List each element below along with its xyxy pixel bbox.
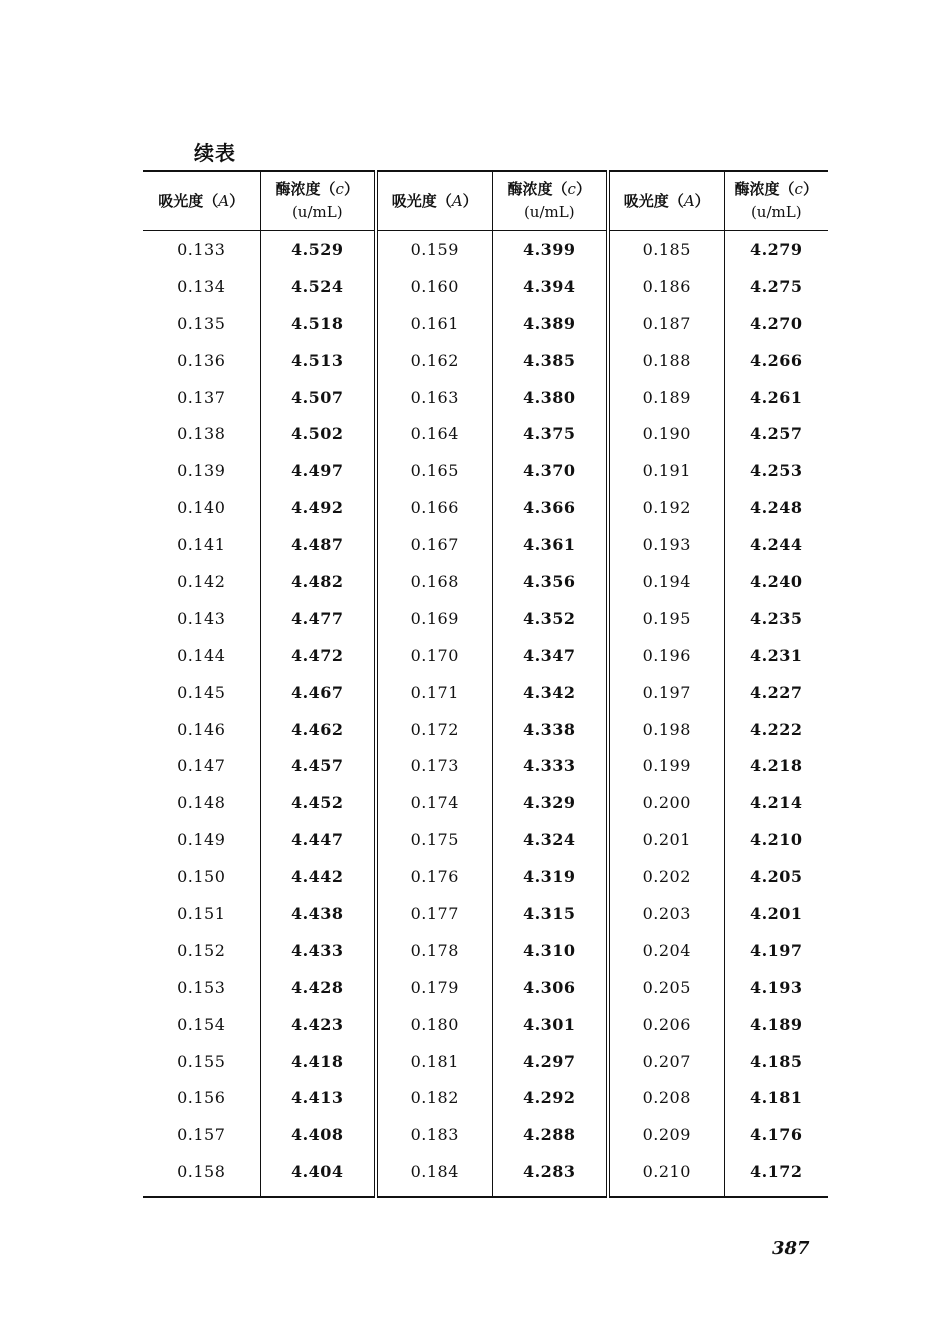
cell-concentration: 4.342	[492, 674, 608, 711]
cell-concentration: 4.333	[492, 747, 608, 784]
cell-absorbance: 0.138	[143, 415, 260, 452]
cell-absorbance: 0.191	[608, 452, 724, 489]
cell-absorbance: 0.144	[143, 637, 260, 674]
cell-absorbance: 0.149	[143, 821, 260, 858]
cell-absorbance: 0.165	[376, 452, 492, 489]
cell-concentration: 4.366	[492, 489, 608, 526]
table-row	[143, 563, 828, 600]
cell-absorbance: 0.163	[376, 379, 492, 416]
cell-absorbance: 0.153	[143, 969, 260, 1006]
header-row	[143, 171, 828, 231]
cell-absorbance: 0.140	[143, 489, 260, 526]
table-caption: 续表	[194, 141, 236, 165]
cell-concentration: 4.394	[492, 268, 608, 305]
cell-concentration: 4.205	[749, 867, 803, 887]
cell-concentration: 4.176	[749, 1125, 803, 1145]
cell-concentration: 4.442	[260, 858, 376, 895]
cell-absorbance: 0.203	[608, 895, 724, 932]
header-absorbance-label: 吸光度	[158, 191, 204, 210]
cell-absorbance: 0.186	[608, 268, 724, 305]
cell-concentration: 4.261	[749, 387, 803, 407]
cell-concentration: 4.253	[749, 461, 803, 481]
cell-concentration: 4.319	[492, 858, 608, 895]
table-row	[143, 415, 828, 452]
cell-absorbance: 0.151	[143, 895, 260, 932]
header-concentration-symbol: c	[567, 180, 576, 198]
cell-concentration: 4.356	[492, 563, 608, 600]
cell-absorbance: 0.194	[608, 563, 724, 600]
cell-concentration: 4.513	[260, 342, 376, 379]
cell-concentration: 4.324	[492, 821, 608, 858]
header-concentration-label: 酶浓度	[507, 180, 553, 198]
table-row	[143, 932, 828, 969]
cell-concentration: 4.418	[260, 1043, 376, 1080]
cell-concentration: 4.185	[749, 1051, 803, 1071]
cell-concentration: 4.438	[260, 895, 376, 932]
cell-concentration: 4.189	[749, 1014, 803, 1034]
header-concentration-label: 酶浓度	[734, 180, 780, 198]
cell-concentration: 4.413	[260, 1079, 376, 1116]
header-concentration: 酶浓度（c） (u/mL)	[260, 171, 376, 231]
cell-concentration: 4.462	[260, 711, 376, 748]
cell-concentration: 4.231	[749, 645, 803, 665]
cell-absorbance: 0.202	[608, 858, 724, 895]
cell-absorbance: 0.174	[376, 784, 492, 821]
cell-concentration: 4.283	[492, 1153, 608, 1197]
cell-concentration: 4.193	[749, 977, 803, 997]
header-concentration-symbol: c	[794, 180, 803, 198]
cell-absorbance: 0.177	[376, 895, 492, 932]
cell-absorbance: 0.207	[608, 1043, 724, 1080]
cell-concentration: 4.235	[749, 608, 803, 628]
cell-concentration: 4.275	[749, 276, 803, 296]
header-concentration-label: 酶浓度	[275, 180, 321, 198]
cell-concentration: 4.181	[749, 1088, 803, 1108]
cell-concentration: 4.210	[749, 830, 803, 850]
cell-concentration: 4.244	[749, 535, 803, 555]
cell-absorbance: 0.160	[376, 268, 492, 305]
cell-concentration: 4.467	[260, 674, 376, 711]
cell-absorbance: 0.148	[143, 784, 260, 821]
cell-concentration: 4.257	[749, 424, 803, 444]
cell-absorbance: 0.172	[376, 711, 492, 748]
table-row	[143, 674, 828, 711]
cell-concentration: 4.227	[749, 682, 803, 702]
cell-absorbance: 0.168	[376, 563, 492, 600]
cell-absorbance: 0.171	[376, 674, 492, 711]
table-row	[143, 1043, 828, 1080]
cell-concentration: 4.428	[260, 969, 376, 1006]
cell-absorbance: 0.192	[608, 489, 724, 526]
cell-concentration: 4.310	[492, 932, 608, 969]
cell-concentration: 4.375	[492, 415, 608, 452]
header-absorbance-symbol: A	[683, 191, 695, 210]
cell-concentration: 4.370	[492, 452, 608, 489]
header-concentration-unit: (u/mL)	[523, 203, 575, 221]
cell-concentration: 4.270	[749, 313, 803, 333]
cell-concentration: 4.297	[492, 1043, 608, 1080]
cell-concentration: 4.507	[260, 379, 376, 416]
cell-absorbance: 0.147	[143, 747, 260, 784]
cell-absorbance: 0.176	[376, 858, 492, 895]
cell-absorbance: 0.159	[376, 231, 492, 268]
cell-concentration: 4.214	[749, 793, 803, 813]
cell-concentration: 4.201	[749, 903, 803, 923]
absorbance-concentration-table	[143, 170, 828, 1198]
cell-concentration: 4.529	[260, 231, 376, 268]
cell-absorbance: 0.141	[143, 526, 260, 563]
header-absorbance: 吸光度（A）	[608, 171, 724, 231]
cell-concentration: 4.352	[492, 600, 608, 637]
cell-concentration: 4.240	[749, 571, 803, 591]
cell-absorbance: 0.143	[143, 600, 260, 637]
cell-concentration: 4.399	[492, 231, 608, 268]
cell-absorbance: 0.167	[376, 526, 492, 563]
cell-concentration: 4.452	[260, 784, 376, 821]
table-row	[143, 711, 828, 748]
cell-concentration: 4.329	[492, 784, 608, 821]
cell-absorbance: 0.170	[376, 637, 492, 674]
cell-absorbance: 0.161	[376, 305, 492, 342]
header-concentration: 酶浓度（c） (u/mL)	[492, 171, 608, 231]
cell-concentration: 4.487	[260, 526, 376, 563]
cell-concentration: 4.315	[492, 895, 608, 932]
cell-absorbance: 0.166	[376, 489, 492, 526]
cell-concentration: 4.347	[492, 637, 608, 674]
cell-absorbance: 0.196	[608, 637, 724, 674]
cell-absorbance: 0.205	[608, 969, 724, 1006]
header-absorbance-label: 吸光度	[623, 191, 669, 210]
table-row	[143, 637, 828, 674]
cell-concentration: 4.482	[260, 563, 376, 600]
cell-absorbance: 0.169	[376, 600, 492, 637]
table-row	[143, 342, 828, 379]
cell-concentration: 4.248	[749, 498, 803, 518]
cell-concentration: 4.408	[260, 1116, 376, 1153]
cell-absorbance: 0.154	[143, 1006, 260, 1043]
cell-absorbance: 0.137	[143, 379, 260, 416]
table-row	[143, 1006, 828, 1043]
table-row	[143, 1153, 828, 1197]
cell-absorbance: 0.200	[608, 784, 724, 821]
cell-concentration: 4.218	[749, 756, 803, 776]
cell-absorbance: 0.206	[608, 1006, 724, 1043]
header-concentration: 酶浓度（c） (u/mL)	[724, 171, 828, 231]
table-row	[143, 858, 828, 895]
cell-concentration: 4.172	[724, 1153, 828, 1197]
cell-concentration: 4.518	[260, 305, 376, 342]
cell-absorbance: 0.183	[376, 1116, 492, 1153]
cell-concentration: 4.447	[260, 821, 376, 858]
header-absorbance: 吸光度（A）	[143, 171, 260, 231]
cell-concentration: 4.197	[749, 940, 803, 960]
cell-concentration: 4.389	[492, 305, 608, 342]
cell-concentration: 4.385	[492, 342, 608, 379]
cell-absorbance: 0.145	[143, 674, 260, 711]
cell-concentration: 4.338	[492, 711, 608, 748]
cell-absorbance: 0.164	[376, 415, 492, 452]
header-absorbance: 吸光度（A）	[376, 171, 492, 231]
cell-absorbance: 0.181	[376, 1043, 492, 1080]
cell-absorbance: 0.197	[608, 674, 724, 711]
cell-concentration: 4.288	[492, 1116, 608, 1153]
cell-absorbance: 0.185	[608, 231, 724, 268]
cell-absorbance: 0.156	[143, 1079, 260, 1116]
table-row	[143, 1116, 828, 1153]
header-absorbance-symbol: A	[451, 191, 463, 210]
cell-absorbance: 0.175	[376, 821, 492, 858]
cell-absorbance: 0.198	[608, 711, 724, 748]
table-row	[143, 895, 828, 932]
cell-concentration: 4.222	[749, 719, 803, 739]
cell-absorbance: 0.201	[608, 821, 724, 858]
table-row	[143, 969, 828, 1006]
cell-concentration: 4.279	[749, 239, 803, 259]
cell-absorbance: 0.195	[608, 600, 724, 637]
table-body	[143, 231, 828, 1198]
cell-concentration: 4.292	[492, 1079, 608, 1116]
cell-concentration: 4.433	[260, 932, 376, 969]
table-row	[143, 784, 828, 821]
cell-absorbance: 0.162	[376, 342, 492, 379]
table-row	[143, 821, 828, 858]
page-number: 387	[772, 1238, 810, 1259]
table-row	[143, 526, 828, 563]
cell-absorbance: 0.208	[608, 1079, 724, 1116]
cell-concentration: 4.423	[260, 1006, 376, 1043]
cell-concentration: 4.361	[492, 526, 608, 563]
cell-absorbance: 0.210	[608, 1153, 724, 1197]
cell-concentration: 4.306	[492, 969, 608, 1006]
cell-absorbance: 0.150	[143, 858, 260, 895]
header-absorbance-symbol: A	[218, 191, 230, 210]
cell-absorbance: 0.193	[608, 526, 724, 563]
cell-absorbance: 0.189	[608, 379, 724, 416]
cell-absorbance: 0.155	[143, 1043, 260, 1080]
cell-concentration: 4.497	[260, 452, 376, 489]
cell-concentration: 4.472	[260, 637, 376, 674]
cell-absorbance: 0.180	[376, 1006, 492, 1043]
cell-absorbance: 0.146	[143, 711, 260, 748]
cell-absorbance: 0.142	[143, 563, 260, 600]
table-container	[143, 170, 828, 1198]
cell-absorbance: 0.135	[143, 305, 260, 342]
cell-absorbance: 0.190	[608, 415, 724, 452]
table-row	[143, 268, 828, 305]
cell-concentration: 4.502	[260, 415, 376, 452]
cell-absorbance: 0.158	[143, 1153, 260, 1197]
table-row	[143, 747, 828, 784]
cell-absorbance: 0.179	[376, 969, 492, 1006]
cell-absorbance: 0.157	[143, 1116, 260, 1153]
cell-concentration: 4.404	[260, 1153, 376, 1197]
cell-concentration: 4.477	[260, 600, 376, 637]
table-row	[143, 452, 828, 489]
table-row	[143, 231, 828, 268]
cell-absorbance: 0.204	[608, 932, 724, 969]
cell-absorbance: 0.182	[376, 1079, 492, 1116]
header-concentration-symbol: c	[335, 180, 344, 198]
cell-absorbance: 0.184	[376, 1153, 492, 1197]
table-row	[143, 379, 828, 416]
cell-concentration: 4.492	[260, 489, 376, 526]
table-row	[143, 489, 828, 526]
cell-concentration: 4.301	[492, 1006, 608, 1043]
cell-absorbance: 0.188	[608, 342, 724, 379]
cell-absorbance: 0.173	[376, 747, 492, 784]
table-row	[143, 1079, 828, 1116]
cell-absorbance: 0.187	[608, 305, 724, 342]
cell-absorbance: 0.134	[143, 268, 260, 305]
table-row	[143, 600, 828, 637]
cell-concentration: 4.524	[260, 268, 376, 305]
cell-absorbance: 0.209	[608, 1116, 724, 1153]
header-concentration-unit: (u/mL)	[750, 203, 802, 221]
cell-absorbance: 0.136	[143, 342, 260, 379]
header-concentration-unit: (u/mL)	[291, 203, 343, 221]
header-absorbance-label: 吸光度	[391, 191, 437, 210]
cell-absorbance: 0.152	[143, 932, 260, 969]
cell-concentration: 4.380	[492, 379, 608, 416]
cell-absorbance: 0.199	[608, 747, 724, 784]
cell-concentration: 4.266	[749, 350, 803, 370]
cell-absorbance: 0.139	[143, 452, 260, 489]
table-row	[143, 305, 828, 342]
cell-concentration: 4.457	[260, 747, 376, 784]
cell-absorbance: 0.133	[143, 231, 260, 268]
cell-absorbance: 0.178	[376, 932, 492, 969]
